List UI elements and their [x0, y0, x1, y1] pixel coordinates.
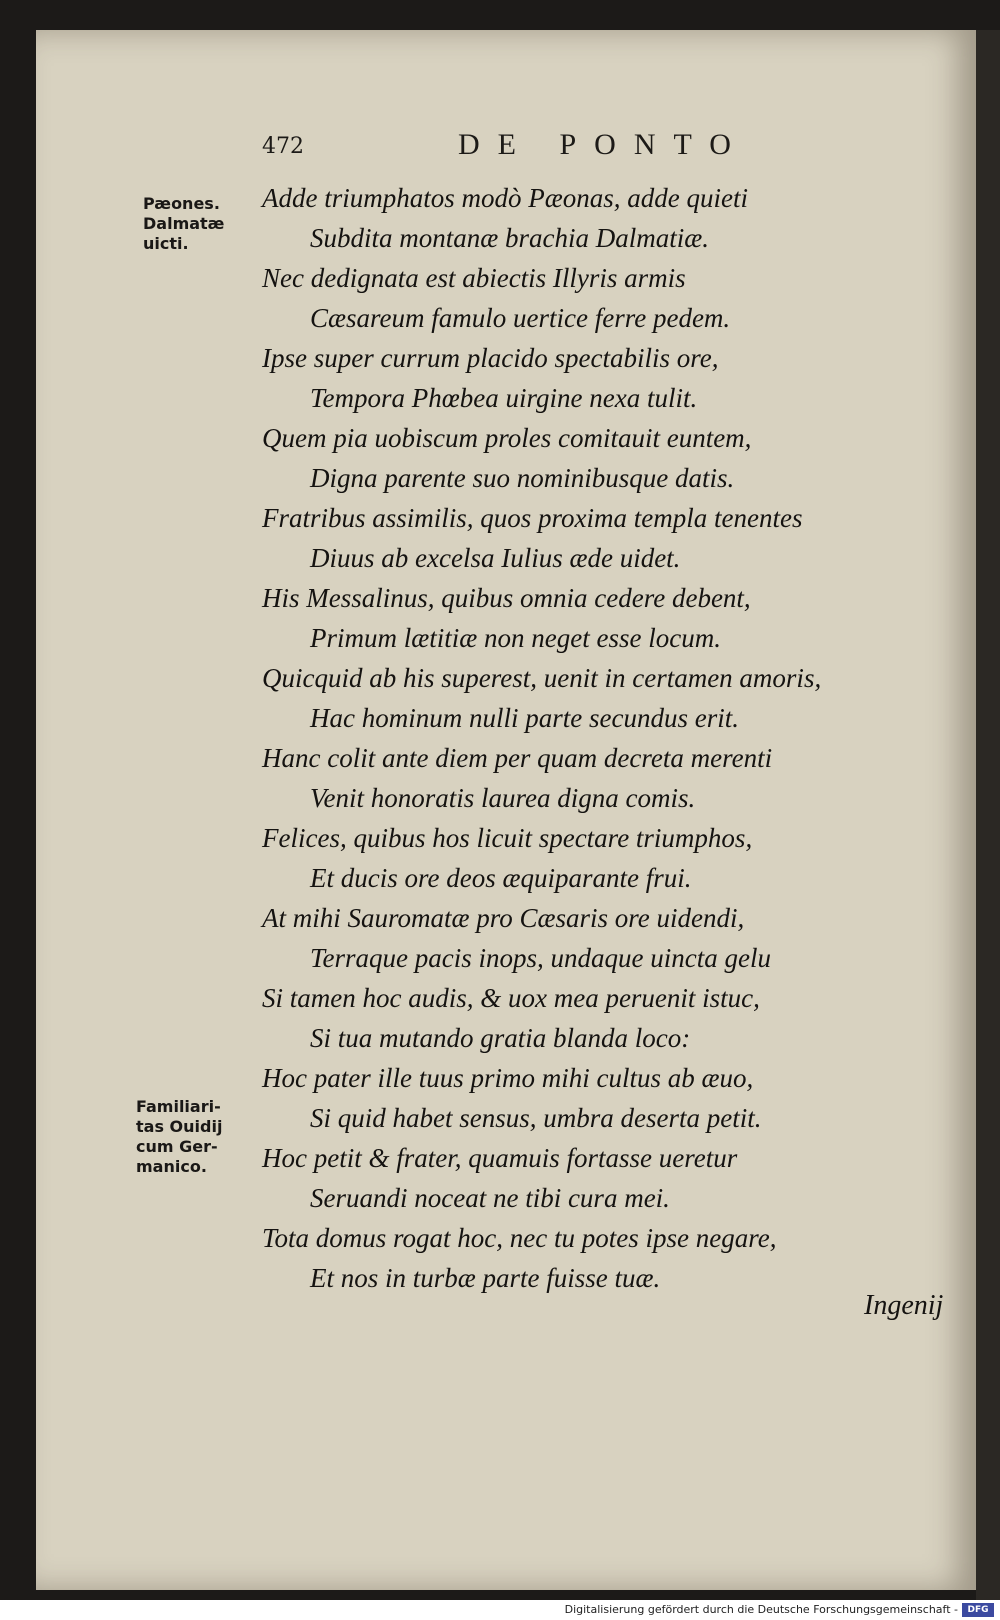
- verse-line: Si quid habet sensus, umbra deserta petit.: [310, 1103, 762, 1133]
- margin-note-line: cum Ger-: [136, 1137, 218, 1156]
- verse-line: Nec dedignata est abiectis Illyris armis: [262, 263, 686, 293]
- margin-note-line: Dalmatæ: [143, 214, 225, 233]
- verse-line: Ipse super currum placido spectabilis ore,: [262, 343, 719, 373]
- verse-block: [262, 178, 882, 1298]
- footer-text: Digitalisierung gefördert durch die Deutsche Forschungsgemeinschaft -: [564, 1603, 958, 1616]
- verse-line: Adde triumphatos modò Pæonas, adde quieti: [262, 183, 748, 213]
- margin-note-familiaritas: [136, 1097, 222, 1177]
- verse-line: Si tamen hoc audis, & uox mea peruenit istuc,: [262, 983, 760, 1013]
- verse-line: Primum lætitiæ non neget esse locum.: [310, 623, 721, 653]
- verse-line: Quicquid ab his superest, uenit in certamen amoris,: [262, 663, 822, 693]
- verse-line: Quem pia uobiscum proles comitauit euntem,: [262, 423, 752, 453]
- facing-page-edge: [976, 30, 1000, 1600]
- margin-note-line: uicti.: [143, 234, 189, 253]
- verse-line: Felices, quibus hos licuit spectare triumphos,: [262, 823, 753, 853]
- margin-note-line: tas Ouidij: [136, 1117, 223, 1136]
- verse-line: Subdita montanæ brachia Dalmatiæ.: [310, 223, 710, 253]
- verse-line: His Messalinus, quibus omnia cedere debent,: [262, 583, 751, 613]
- running-title: DE PONTO: [458, 128, 749, 161]
- verse-line: At mihi Sauromatæ pro Cæsaris ore uidendi,: [262, 903, 745, 933]
- verse-line: Seruandi noceat ne tibi cura mei.: [310, 1183, 670, 1213]
- margin-note-paeones: [143, 194, 224, 254]
- verse-line: Tota domus rogat hoc, nec tu potes ipse negare,: [262, 1223, 777, 1253]
- verse-line: Cæsareum famulo uertice ferre pedem.: [310, 303, 731, 333]
- verse-line: Terraque pacis inops, undaque uincta gelu: [310, 943, 771, 973]
- digitization-footer: [0, 1600, 1000, 1620]
- verse-line: Hanc colit ante diem per quam decreta merenti: [262, 743, 773, 773]
- margin-note-line: manico.: [136, 1157, 207, 1176]
- verse-line: Fratribus assimilis, quos proxima templa tenentes: [262, 503, 803, 533]
- margin-note-line: Pæones.: [143, 194, 220, 213]
- verse-line: Hac hominum nulli parte secundus erit.: [310, 703, 739, 733]
- page-number: 472: [262, 134, 304, 159]
- verse-line: Si tua mutando gratia blanda loco:: [310, 1023, 691, 1053]
- verse-line: Diuus ab excelsa Iulius æde uidet.: [310, 543, 681, 573]
- dfg-logo-icon: DFG: [962, 1603, 994, 1617]
- verse-line: Tempora Phœbea uirgine nexa tulit.: [310, 383, 698, 413]
- margin-note-line: Familiari-: [136, 1097, 221, 1116]
- page-header: [262, 128, 782, 164]
- verse-line: Hoc petit & frater, quamuis fortasse ueretur: [262, 1143, 738, 1173]
- verse-line: Hoc pater ille tuus primo mihi cultus ab æuo,: [262, 1063, 754, 1093]
- verse-line: Et ducis ore deos æquiparante frui.: [310, 863, 692, 893]
- verse-line: Et nos in turbæ parte fuisse tuæ.: [310, 1263, 661, 1293]
- verse-line: Venit honoratis laurea digna comis.: [310, 783, 696, 813]
- verse-line: Digna parente suo nominibusque datis.: [310, 463, 735, 493]
- catchword: Ingenij: [864, 1290, 944, 1321]
